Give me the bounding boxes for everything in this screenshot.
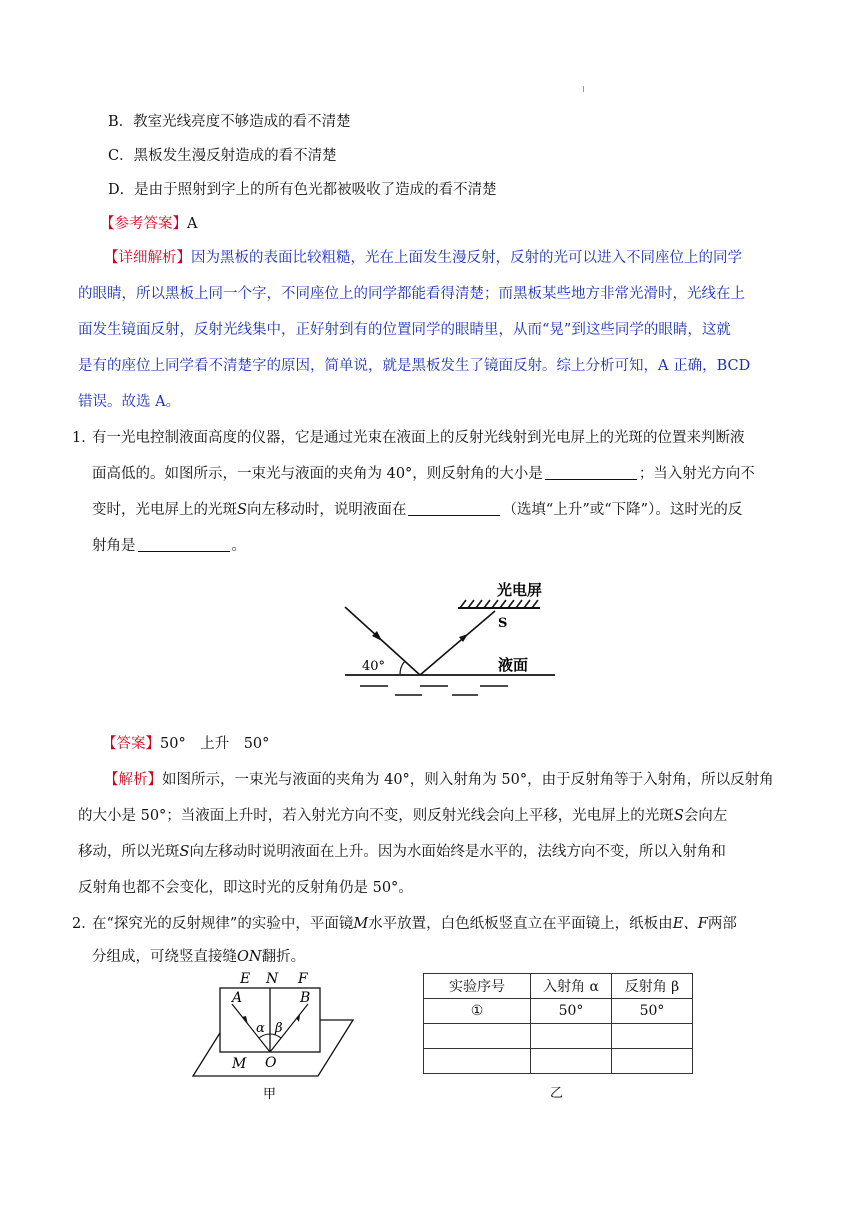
option-c: C．黑板发生漫反射造成的看不清楚 [108,148,337,164]
q2-line-1 [92,912,737,933]
q1-analysis-line-3 [78,840,726,861]
option-d: D．是由于照射到字上的所有色光都被吸收了造成的看不清楚 [108,182,497,198]
detail-line-3: 面发生镜面反射，反射光线集中，正好射到有的位置同学的眼睛里，从而“晃”到这些同学的眼睛，这就 [78,322,731,338]
q1-blank-2[interactable] [408,501,500,516]
detail-line-4: 是有的座位上同学看不清楚字的原因，简单说，就是黑板发生了镜面反射。综上分析可知，A 正确，BCD [78,358,751,374]
q1-analysis-2a: 的大小是 50°；当液面上升时，若入射光方向不变，则反射光线会向上平移，光电屏上的光斑 [78,808,674,824]
liquid-label: 液面 [498,656,529,674]
q1-analysis-line-2 [78,804,727,825]
q1-line-2a: 面高低的。如图所示，一束光与液面的夹角为 40°，则反射角的大小是 [92,466,543,482]
q2-line-1a: 在“探究光的反射规律”的实验中，平面镜 [92,916,354,932]
q1-analysis-text-1: 如图所示，一束光与液面的夹角为 40°，则入射角为 50°，由于反射角等于入射角，所以反射角 [162,772,774,788]
q1-number: 1． [72,430,96,446]
q1-line-4b: 。 [231,538,246,554]
angle-arc [400,661,405,675]
q1-reflection-figure [340,580,560,700]
detail-line-2: 的眼睛，所以黑板上同一个字，不同座位上的同学都能看得清楚；而黑板某些地方非常光滑时，光线在上 [78,286,745,302]
screen-label: 光电屏 [497,581,543,599]
q1-analysis-2b: 会向左 [683,808,728,824]
q2-board-ef: E、F [672,916,708,932]
table-header-cell: 入射角 α [531,974,612,999]
q2-line-1c: 两部 [707,916,737,932]
label-beta: β [275,1021,283,1036]
q2-number: 2． [72,916,96,932]
reference-answer-value: A [187,216,198,232]
q2-line-2 [92,945,305,966]
spot-label: S [498,616,508,631]
q2-seam-on: ON [237,949,262,965]
q1-answer-tag: 【答案】 [102,736,160,752]
table-cell[interactable] [531,1024,612,1049]
q1-analysis-line-4: 反射角也都不会变化，即这时光的反射角仍是 50°。 [78,880,413,896]
q2-line-1b: 水平放置，白色纸板竖直立在平面镜上，纸板由 [368,916,673,932]
q1-analysis-spot-s-2: S [179,844,190,860]
q1-line-1: 有一光电控制液面高度的仪器，它是通过光束在液面上的反射光线射到光电屏上的光斑的位置来判断液 [92,430,745,446]
q1-blank-1[interactable] [545,465,637,480]
q2-mirror-m: M [353,916,369,932]
liquid-dashes [360,686,508,695]
q1-line-2 [92,462,755,483]
label-a: A [232,990,243,1006]
q1-analysis-3a: 移动，所以光斑 [78,844,180,860]
caption-yi: 乙 [550,1086,564,1101]
q1-line-3b: 向左移动时，说明液面在 [246,502,407,518]
angle-label: 40° [362,659,386,674]
table-header-cell: 实验序号 [424,974,531,999]
caption-jia: 甲 [263,1087,277,1102]
q1-line-4 [92,534,246,555]
q1-line-2b: ；当入射光方向不 [638,466,755,482]
detail-line-5: 错误。故选 A。 [78,394,181,410]
q1-line-3c: （选填“上升”或“下降”）。这时光的反 [502,502,743,518]
q1-analysis-tag: 【解析】 [104,772,162,788]
table-row [424,1024,693,1049]
reference-answer-tag: 【参考答案】 [100,216,187,232]
q2-line-2b: 翻折。 [261,949,306,965]
q1-answer [102,732,269,753]
label-e: E [240,971,251,987]
label-o: O [265,1055,277,1071]
reference-answer [100,212,197,233]
q1-analysis-spot-s-1: S [673,808,684,824]
detail-line-1 [104,246,742,267]
table-row [424,1049,693,1074]
q1-answer-value: 50° 上升 50° [160,736,270,752]
label-f: F [298,971,308,987]
label-m: M [232,1056,247,1072]
detail-tag: 【详细解析】 [104,250,191,266]
table-cell[interactable] [612,1024,693,1049]
table-row [424,999,693,1024]
q1-line-4a: 射角是 [92,538,136,554]
label-alpha: α [256,1021,265,1036]
table-cell[interactable] [531,1049,612,1074]
table-cell[interactable] [424,1049,531,1074]
page-mark [583,86,584,92]
table-header-row [424,974,693,999]
table-cell: 50° [531,999,612,1024]
label-b: B [300,990,311,1006]
q1-line-3 [92,498,742,519]
table-cell[interactable] [424,1024,531,1049]
q1-line-3a: 变时，光电屏上的光斑 [92,502,237,518]
q2-figure-jia [188,968,363,1103]
option-b: B．教室光线亮度不够造成的看不清楚 [108,114,351,130]
reflected-ray [420,611,495,675]
table-cell: 50° [612,999,693,1024]
q1-analysis-line-1 [104,768,774,789]
q2-data-table [423,973,693,1074]
screen-hatch [460,600,538,608]
label-n: N [266,971,279,987]
table-header-cell: 反射角 β [612,974,693,999]
q2-line-2a: 分组成，可绕竖直接缝 [92,949,237,965]
table-cell: ① [424,999,531,1024]
q1-blank-3[interactable] [138,537,230,552]
detail-text-1: 因为黑板的表面比较粗糙，光在上面发生漫反射，反射的光可以进入不同座位上的同学 [191,250,742,266]
q1-spot-s: S [237,502,247,518]
table-cell[interactable] [612,1049,693,1074]
q1-analysis-3b: 向左移动时说明液面在上升。因为水面始终是水平的，法线方向不变，所以入射角和 [189,844,726,860]
